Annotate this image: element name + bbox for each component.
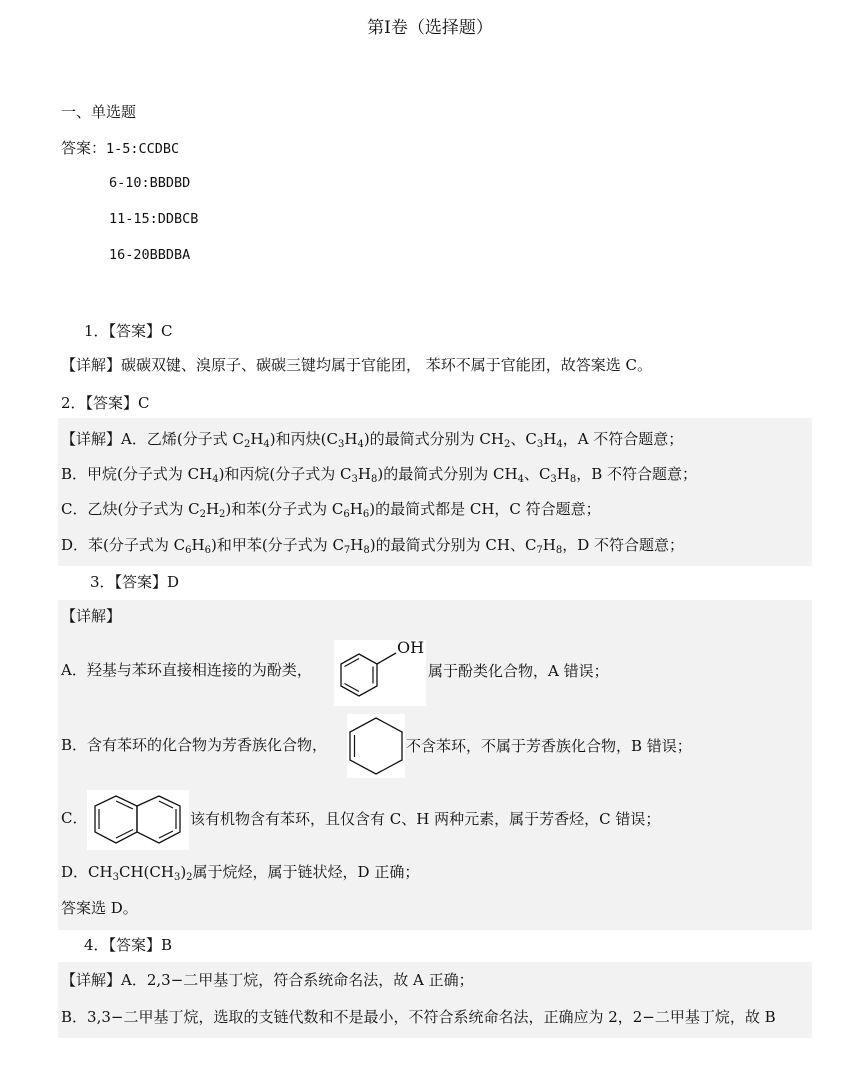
q2-option-c: C．乙炔(分子式为 $C_2H_2$)和苯(分子式为 $C_6H_6$)的最简式都是 CH，C 符合题意； [61,500,601,520]
phenol-structure [334,640,426,706]
answer-key-row-1 [61,137,179,158]
q3-option-d: D．$CH_3CH(CH_3)_2$属于烷烃，属于链状烃，D 正确； [61,863,420,883]
q3-option-c-tail: 该有机物含有苯环，且仅含有 C、H 两种元素，属于芳香烃，C 错误； [190,810,661,828]
q3-option-a-tail: 属于酚类化合物，A 错误； [428,662,609,680]
q2-option-a: 【详解】A．乙烯(分子式 $C_2H_4$)和丙炔$(C_3H_4)$的最简式分别为 $CH_2$、$C_3H_4$，A 不符合题意； [61,430,684,450]
q3-detail-label: 【详解】 [61,607,122,625]
section-heading: 一、单选题 [61,103,137,121]
answer-group: 6-10:BBDBD [109,175,191,191]
q4-option-a: 【详解】A．2,3−二甲基丁烷，符合系统命名法，故 A 正确； [61,971,474,989]
q3-answer: 3．【答案】D [90,573,180,591]
q4-option-b: B．3,3−二甲基丁烷，选取的支链代数和不是最小，不符合系统命名法，正确应为 2，2−二甲基丁烷，故 B [61,1008,776,1026]
q1-answer: 1．【答案】C [84,322,173,340]
q2-option-d: D．苯(分子式为 $C_6H_6$)和甲苯(分子式为 $C_7H_8$)的最简式分别为 CH、$C_7H_8$，D 不符合题意； [61,536,685,556]
cyclohexene-structure [347,714,405,778]
q3-option-b-tail: 不含苯环，不属于芳香族化合物，B 错误； [406,737,692,755]
answer-group: 16-20BBDBA [109,247,191,263]
q2-answer: 2．【答案】C [61,394,150,412]
answer-group: 1-5:CCDBC [106,141,180,157]
q3-option-b: B．含有苯环的化合物为芳香族化合物， [61,736,328,754]
q1-detail: 【详解】碳碳双键、溴原子、碳碳三键均属于官能团， 苯环不属于官能团，故答案选 C。 [61,356,653,374]
answer-key-label: 答案： [61,139,107,157]
naphthalene-structure [87,790,189,850]
q3-option-a: A．羟基与苯环直接相连接的为酚类， [61,661,312,679]
q3-final: 答案选 D。 [61,899,138,917]
q4-answer: 4．【答案】B [84,936,173,954]
hydroxyl-label: OH [397,638,425,657]
answer-group: 11-15:DDBCB [109,211,199,227]
q2-option-b: B．甲烷(分子式为 $CH_4$)和丙烷(分子式为 $C_3H_8$)的最简式分别为 $CH_4$、$C_3H_8$，B 不符合题意； [61,465,698,485]
page-title: 第Ⅰ卷（选择题） [367,18,493,38]
q3-option-c: C． [61,809,88,827]
